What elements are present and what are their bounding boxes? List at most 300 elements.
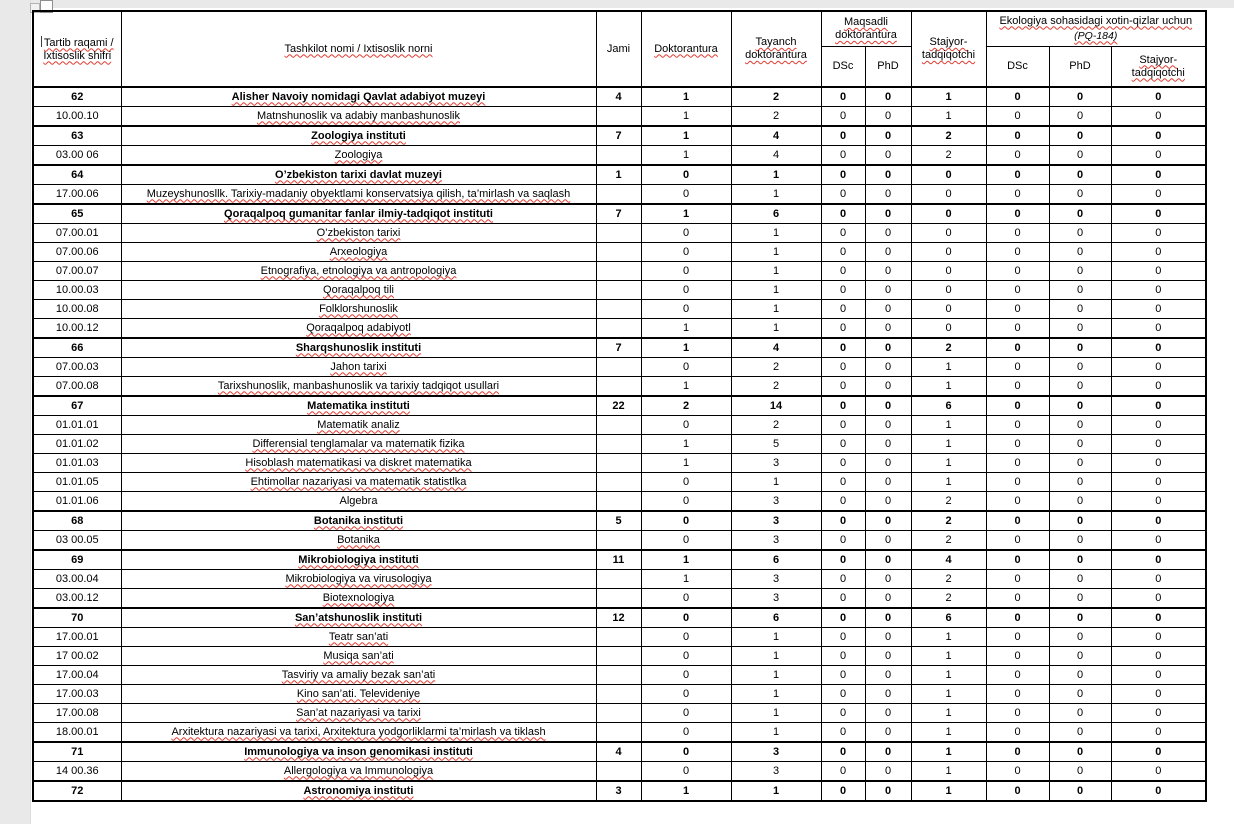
value-cell: 0 xyxy=(1111,262,1206,281)
column-header-eko-dsc xyxy=(986,47,1049,88)
value-cell: 6 xyxy=(731,608,821,628)
value-cell: 0 xyxy=(865,338,911,358)
code-cell: 10.00.08 xyxy=(33,300,121,319)
code-cell: 70 xyxy=(33,608,121,628)
value-cell: 0 xyxy=(1111,570,1206,589)
value-cell: 2 xyxy=(641,396,731,416)
code-cell: 17.00.06 xyxy=(33,185,121,205)
value-cell: 1 xyxy=(731,319,821,339)
code-cell: 69 xyxy=(33,550,121,570)
value-cell: 3 xyxy=(731,511,821,531)
value-cell: 0 xyxy=(865,531,911,551)
value-cell: 0 xyxy=(1111,511,1206,531)
value-cell: 2 xyxy=(911,589,986,609)
name-cell: Muzeyshunosllk. Tarixiy-madaniy obyektlami konservatsiya qilish, ta’mirlash va saqlash xyxy=(121,185,596,205)
value-cell: 0 xyxy=(641,628,731,647)
value-cell: 0 xyxy=(821,628,865,647)
table-row xyxy=(33,762,1206,782)
name-cell: Zoologiya xyxy=(121,146,596,166)
value-cell: 4 xyxy=(596,87,641,107)
name-cell: O’zbekiston tarixi xyxy=(121,224,596,243)
value-cell: 0 xyxy=(865,685,911,704)
value-cell: 0 xyxy=(1049,300,1111,319)
table-row xyxy=(33,300,1206,319)
page-margin-top xyxy=(0,0,1234,8)
value-cell: 0 xyxy=(1111,723,1206,743)
value-cell: 2 xyxy=(911,511,986,531)
column-header-code-label: Tartib raqami / Ixtisoslik shifri xyxy=(43,36,114,62)
value-cell: 5 xyxy=(596,511,641,531)
value-cell: 1 xyxy=(911,454,986,473)
value-cell: 0 xyxy=(865,435,911,454)
column-header-dsc xyxy=(821,47,865,88)
code-cell: 71 xyxy=(33,742,121,762)
value-cell: 0 xyxy=(911,224,986,243)
value-cell: 0 xyxy=(986,473,1049,492)
value-cell: 1 xyxy=(731,723,821,743)
value-cell: 6 xyxy=(911,396,986,416)
value-cell: 0 xyxy=(1111,146,1206,166)
value-cell: 0 xyxy=(821,473,865,492)
value-cell: 7 xyxy=(596,204,641,224)
value-cell xyxy=(596,358,641,377)
value-cell: 0 xyxy=(986,531,1049,551)
table-row xyxy=(33,358,1206,377)
name-cell: Qoraqalpoq tili xyxy=(121,281,596,300)
value-cell: 1 xyxy=(731,300,821,319)
value-cell: 0 xyxy=(1049,224,1111,243)
column-header-stajyor xyxy=(911,11,986,87)
column-header-eko-phd xyxy=(1049,47,1111,88)
table-body xyxy=(33,87,1206,801)
value-cell: 0 xyxy=(821,435,865,454)
name-cell: Ehtimollar nazariyasi va matematik statistlka xyxy=(121,473,596,492)
value-cell: 0 xyxy=(986,281,1049,300)
code-cell: 01.01.02 xyxy=(33,435,121,454)
code-cell: 07.00.07 xyxy=(33,262,121,281)
code-cell: 03.00 06 xyxy=(33,146,121,166)
value-cell: 3 xyxy=(731,589,821,609)
value-cell: 0 xyxy=(865,281,911,300)
name-cell: Zoologiya instituti xyxy=(121,126,596,146)
value-cell: 0 xyxy=(865,416,911,435)
value-cell: 0 xyxy=(986,511,1049,531)
value-cell: 0 xyxy=(865,473,911,492)
value-cell xyxy=(596,319,641,339)
value-cell xyxy=(596,243,641,262)
value-cell: 0 xyxy=(865,319,911,339)
value-cell: 6 xyxy=(731,550,821,570)
value-cell: 4 xyxy=(731,338,821,358)
value-cell: 0 xyxy=(641,762,731,782)
column-header-eko-phd-label: PhD xyxy=(1069,60,1091,72)
value-cell: 0 xyxy=(821,531,865,551)
name-cell: Hisoblash matematikasi va diskret matematika xyxy=(121,454,596,473)
value-cell: 0 xyxy=(986,435,1049,454)
value-cell: 0 xyxy=(1111,338,1206,358)
value-cell: 0 xyxy=(986,338,1049,358)
value-cell: 0 xyxy=(865,628,911,647)
value-cell: 0 xyxy=(641,647,731,666)
value-cell: 1 xyxy=(731,704,821,723)
value-cell: 7 xyxy=(596,338,641,358)
value-cell: 0 xyxy=(986,454,1049,473)
name-cell: Matematik analiz xyxy=(121,416,596,435)
value-cell: 0 xyxy=(821,396,865,416)
column-group-ekologiya-sublabel: (PQ-184) xyxy=(1074,29,1118,42)
table-row xyxy=(33,647,1206,666)
value-cell: 0 xyxy=(911,319,986,339)
value-cell: 0 xyxy=(821,87,865,107)
value-cell: 0 xyxy=(1111,126,1206,146)
code-cell: 18.00.01 xyxy=(33,723,121,743)
table-row xyxy=(33,550,1206,570)
table-row xyxy=(33,723,1206,743)
table-row xyxy=(33,704,1206,723)
value-cell: 0 xyxy=(1049,358,1111,377)
code-cell: 03.00.12 xyxy=(33,589,121,609)
value-cell xyxy=(596,762,641,782)
value-cell: 3 xyxy=(731,454,821,473)
value-cell: 0 xyxy=(865,762,911,782)
value-cell: 1 xyxy=(641,146,731,166)
value-cell: 0 xyxy=(986,685,1049,704)
name-cell: Arxeologiya xyxy=(121,243,596,262)
value-cell: 0 xyxy=(1111,492,1206,512)
value-cell xyxy=(596,454,641,473)
code-cell: 10.00.12 xyxy=(33,319,121,339)
value-cell: 0 xyxy=(1049,377,1111,397)
value-cell: 2 xyxy=(731,377,821,397)
value-cell: 0 xyxy=(986,319,1049,339)
value-cell: 0 xyxy=(821,338,865,358)
value-cell xyxy=(596,435,641,454)
value-cell: 0 xyxy=(821,416,865,435)
value-cell: 1 xyxy=(641,377,731,397)
value-cell xyxy=(596,570,641,589)
value-cell: 1 xyxy=(641,781,731,801)
value-cell: 0 xyxy=(1049,107,1111,127)
value-cell: 0 xyxy=(1111,589,1206,609)
name-cell: Etnografiya, etnologiya va antropologiya xyxy=(121,262,596,281)
value-cell: 0 xyxy=(865,589,911,609)
column-header-name xyxy=(121,11,596,87)
column-header-stajyor-label: Stajyor-tadqiqotchi xyxy=(921,36,976,61)
value-cell: 3 xyxy=(731,531,821,551)
value-cell: 1 xyxy=(731,473,821,492)
page-margin-left xyxy=(0,0,31,824)
value-cell: 1 xyxy=(911,762,986,782)
value-cell: 0 xyxy=(865,358,911,377)
value-cell: 0 xyxy=(821,666,865,685)
value-cell: 0 xyxy=(641,262,731,281)
name-cell: O’zbekiston tarixi davlat muzeyi xyxy=(121,165,596,185)
value-cell: 0 xyxy=(1111,319,1206,339)
value-cell: 22 xyxy=(596,396,641,416)
value-cell: 0 xyxy=(1111,531,1206,551)
value-cell: 0 xyxy=(821,146,865,166)
value-cell: 14 xyxy=(731,396,821,416)
name-cell: San’atshunoslik instituti xyxy=(121,608,596,628)
value-cell: 0 xyxy=(821,319,865,339)
name-cell: Qoraqalpoq gumanitar fanlar ilmiy-tadqiqot instituti xyxy=(121,204,596,224)
name-cell: Botanika xyxy=(121,531,596,551)
column-header-dsc-label: DSc xyxy=(832,60,854,72)
value-cell: 0 xyxy=(1049,704,1111,723)
value-cell: 1 xyxy=(641,570,731,589)
value-cell: 1 xyxy=(641,319,731,339)
name-cell: Musiqa san’ati xyxy=(121,647,596,666)
value-cell: 4 xyxy=(731,126,821,146)
value-cell: 0 xyxy=(865,243,911,262)
table-row xyxy=(33,126,1206,146)
value-cell: 0 xyxy=(821,685,865,704)
value-cell: 0 xyxy=(1049,742,1111,762)
value-cell: 0 xyxy=(1111,107,1206,127)
value-cell: 0 xyxy=(865,454,911,473)
column-header-phd-label: PhD xyxy=(877,60,899,72)
value-cell: 3 xyxy=(731,492,821,512)
value-cell: 0 xyxy=(865,204,911,224)
code-cell: 03 00.05 xyxy=(33,531,121,551)
value-cell: 0 xyxy=(865,377,911,397)
value-cell: 0 xyxy=(986,126,1049,146)
value-cell: 2 xyxy=(911,492,986,512)
value-cell: 0 xyxy=(821,762,865,782)
code-cell: 63 xyxy=(33,126,121,146)
code-cell: 17.00.03 xyxy=(33,685,121,704)
name-cell: Teatr san’ati xyxy=(121,628,596,647)
value-cell: 2 xyxy=(731,107,821,127)
value-cell: 3 xyxy=(596,781,641,801)
table-row xyxy=(33,338,1206,358)
value-cell: 0 xyxy=(1111,454,1206,473)
value-cell: 0 xyxy=(641,666,731,685)
value-cell: 0 xyxy=(821,204,865,224)
value-cell: 0 xyxy=(821,358,865,377)
column-header-phd xyxy=(865,47,911,88)
code-cell: 01.01.01 xyxy=(33,416,121,435)
value-cell: 0 xyxy=(821,377,865,397)
name-cell: Mikrobiologiya va virusologiya xyxy=(121,570,596,589)
table-row xyxy=(33,608,1206,628)
column-header-tayanch-label: Tayanch doktorantura xyxy=(745,36,807,61)
value-cell: 1 xyxy=(911,723,986,743)
value-cell: 0 xyxy=(1049,416,1111,435)
value-cell xyxy=(596,473,641,492)
value-cell: 0 xyxy=(641,473,731,492)
code-cell: 62 xyxy=(33,87,121,107)
value-cell: 0 xyxy=(821,243,865,262)
name-cell: Algebra xyxy=(121,492,596,512)
value-cell: 1 xyxy=(731,262,821,281)
value-cell: 1 xyxy=(911,107,986,127)
value-cell: 1 xyxy=(911,666,986,685)
value-cell: 0 xyxy=(821,742,865,762)
value-cell xyxy=(596,704,641,723)
value-cell: 0 xyxy=(821,262,865,281)
value-cell: 0 xyxy=(865,570,911,589)
value-cell: 0 xyxy=(911,165,986,185)
value-cell xyxy=(596,300,641,319)
value-cell: 0 xyxy=(1049,126,1111,146)
value-cell: 0 xyxy=(1111,647,1206,666)
value-cell: 0 xyxy=(1111,300,1206,319)
column-header-jami-label: Jami xyxy=(606,42,631,55)
value-cell: 0 xyxy=(986,608,1049,628)
code-cell: 17.00.01 xyxy=(33,628,121,647)
code-cell: 17.00.08 xyxy=(33,704,121,723)
value-cell: 0 xyxy=(986,224,1049,243)
value-cell: 0 xyxy=(1111,87,1206,107)
code-cell: 07.00.03 xyxy=(33,358,121,377)
value-cell: 0 xyxy=(865,492,911,512)
table-row xyxy=(33,319,1206,339)
value-cell: 0 xyxy=(821,723,865,743)
value-cell: 0 xyxy=(986,146,1049,166)
value-cell: 0 xyxy=(1111,224,1206,243)
value-cell: 2 xyxy=(911,146,986,166)
value-cell: 0 xyxy=(641,300,731,319)
value-cell: 0 xyxy=(1111,742,1206,762)
value-cell: 5 xyxy=(731,435,821,454)
value-cell: 4 xyxy=(911,550,986,570)
value-cell xyxy=(596,723,641,743)
value-cell: 0 xyxy=(821,589,865,609)
value-cell: 1 xyxy=(911,781,986,801)
value-cell: 0 xyxy=(1049,87,1111,107)
value-cell: 0 xyxy=(1049,608,1111,628)
value-cell xyxy=(596,589,641,609)
value-cell: 0 xyxy=(821,165,865,185)
value-cell: 0 xyxy=(865,704,911,723)
value-cell: 0 xyxy=(986,300,1049,319)
value-cell xyxy=(596,685,641,704)
value-cell: 1 xyxy=(641,338,731,358)
name-cell: Biotexnologiya xyxy=(121,589,596,609)
name-cell: Tarixshunoslik, manbashunoslik va tarixiy tadqiqot usullari xyxy=(121,377,596,397)
name-cell: Astronomiya instituti xyxy=(121,781,596,801)
code-cell: 01.01.03 xyxy=(33,454,121,473)
value-cell: 0 xyxy=(1049,435,1111,454)
value-cell: 0 xyxy=(911,262,986,281)
value-cell: 0 xyxy=(1111,358,1206,377)
name-cell: Matematika instituti xyxy=(121,396,596,416)
table-row xyxy=(33,742,1206,762)
value-cell: 0 xyxy=(1049,531,1111,551)
value-cell: 1 xyxy=(731,781,821,801)
code-cell: 01.01.05 xyxy=(33,473,121,492)
value-cell: 0 xyxy=(911,281,986,300)
value-cell: 1 xyxy=(911,647,986,666)
value-cell: 0 xyxy=(865,87,911,107)
value-cell: 0 xyxy=(821,281,865,300)
value-cell: 0 xyxy=(986,243,1049,262)
value-cell xyxy=(596,377,641,397)
value-cell xyxy=(596,531,641,551)
value-cell: 0 xyxy=(986,204,1049,224)
name-cell: Folklorshunoslik xyxy=(121,300,596,319)
value-cell: 12 xyxy=(596,608,641,628)
value-cell: 0 xyxy=(821,647,865,666)
value-cell: 3 xyxy=(731,742,821,762)
value-cell: 0 xyxy=(986,762,1049,782)
table-row xyxy=(33,416,1206,435)
value-cell: 1 xyxy=(731,224,821,243)
code-cell: 01.01.06 xyxy=(33,492,121,512)
value-cell: 0 xyxy=(1049,454,1111,473)
value-cell: 0 xyxy=(986,377,1049,397)
value-cell: 2 xyxy=(911,570,986,589)
value-cell: 0 xyxy=(641,281,731,300)
value-cell: 1 xyxy=(911,435,986,454)
value-cell: 0 xyxy=(821,185,865,205)
value-cell: 6 xyxy=(911,608,986,628)
table-row xyxy=(33,243,1206,262)
value-cell: 0 xyxy=(1111,704,1206,723)
value-cell: 0 xyxy=(865,550,911,570)
value-cell: 0 xyxy=(641,358,731,377)
name-cell: Jahon tarixi xyxy=(121,358,596,377)
value-cell: 0 xyxy=(986,185,1049,205)
value-cell: 0 xyxy=(821,492,865,512)
value-cell: 0 xyxy=(1049,666,1111,685)
value-cell: 0 xyxy=(865,396,911,416)
value-cell: 0 xyxy=(1111,550,1206,570)
value-cell: 0 xyxy=(821,608,865,628)
value-cell: 0 xyxy=(865,146,911,166)
value-cell xyxy=(596,262,641,281)
value-cell: 0 xyxy=(1111,204,1206,224)
value-cell: 0 xyxy=(986,570,1049,589)
value-cell: 1 xyxy=(911,87,986,107)
value-cell: 0 xyxy=(1111,628,1206,647)
value-cell: 0 xyxy=(641,511,731,531)
value-cell: 1 xyxy=(641,550,731,570)
value-cell xyxy=(596,146,641,166)
value-cell: 4 xyxy=(731,146,821,166)
value-cell: 1 xyxy=(641,107,731,127)
value-cell: 0 xyxy=(1111,165,1206,185)
value-cell: 0 xyxy=(1111,608,1206,628)
value-cell: 0 xyxy=(986,262,1049,281)
column-header-eko-dsc-label: DSc xyxy=(1007,60,1028,72)
name-cell: Qoraqalpoq adabiyotl xyxy=(121,319,596,339)
code-cell: 07.00.01 xyxy=(33,224,121,243)
table-row xyxy=(33,511,1206,531)
value-cell xyxy=(596,224,641,243)
value-cell: 7 xyxy=(596,126,641,146)
table-row xyxy=(33,454,1206,473)
name-cell: Alisher Navoiy nomidagi Qavlat adabiyot muzeyi xyxy=(121,87,596,107)
value-cell: 0 xyxy=(911,243,986,262)
code-cell: 66 xyxy=(33,338,121,358)
value-cell: 1 xyxy=(641,126,731,146)
value-cell: 1 xyxy=(731,165,821,185)
column-header-name-label: Tashkilot nomi / Ixtisoslik norni xyxy=(284,42,433,55)
code-cell: 10.00.03 xyxy=(33,281,121,300)
table-row xyxy=(33,87,1206,107)
code-cell: 65 xyxy=(33,204,121,224)
value-cell: 0 xyxy=(986,666,1049,685)
value-cell: 3 xyxy=(731,570,821,589)
value-cell: 0 xyxy=(821,107,865,127)
value-cell: 0 xyxy=(865,262,911,281)
value-cell: 0 xyxy=(1111,185,1206,205)
value-cell: 1 xyxy=(731,281,821,300)
value-cell: 0 xyxy=(911,300,986,319)
name-cell: Sharqshunoslik instituti xyxy=(121,338,596,358)
